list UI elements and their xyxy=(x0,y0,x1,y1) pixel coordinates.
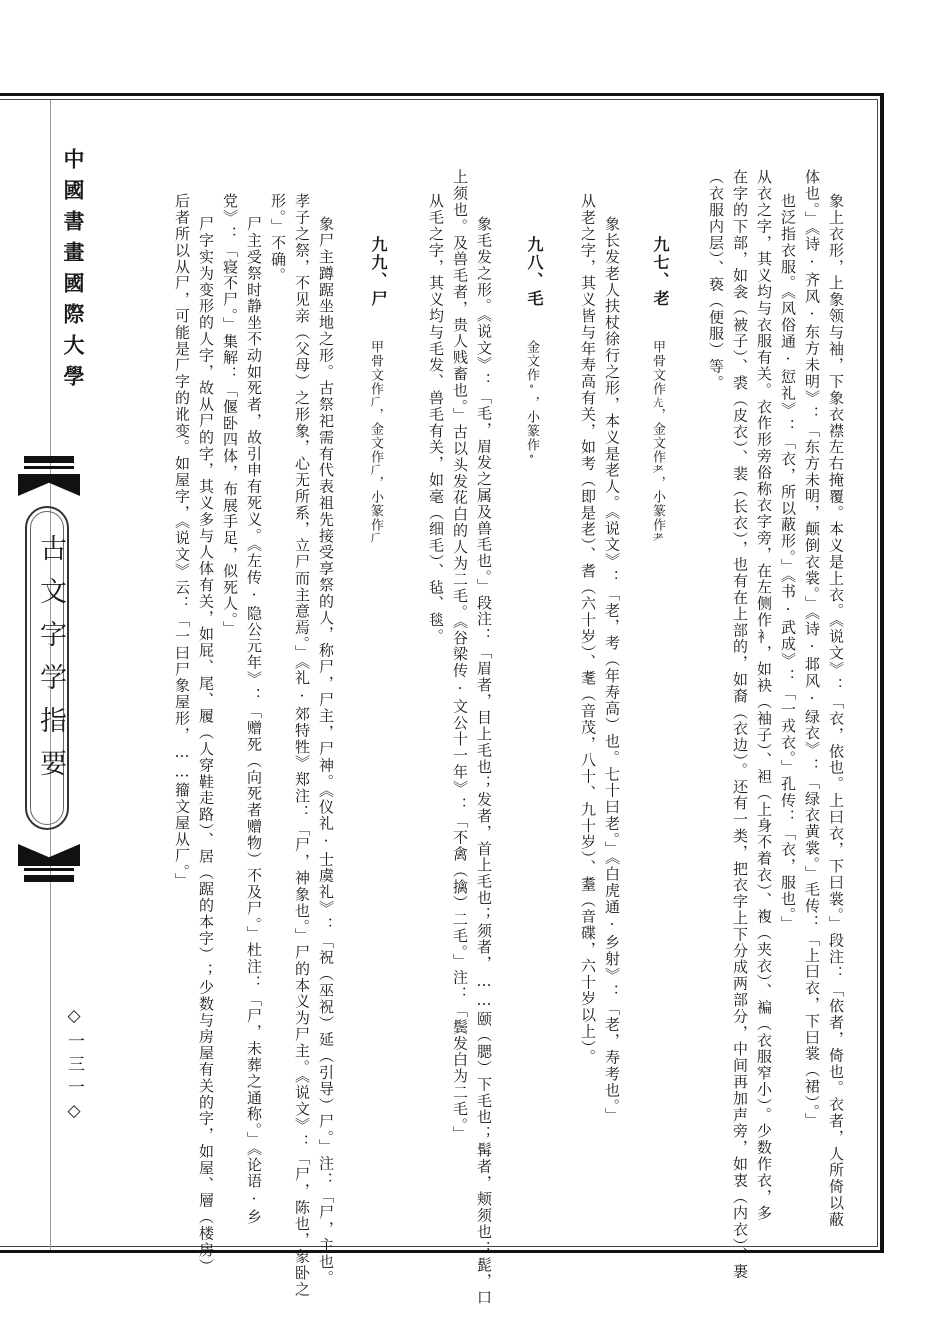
mao-line-1: 象毛发之形。《说文》：「毛，眉发之属及兽毛也。」段注：「眉者，目上毛也；发者，首上毛也；须者，……颐（腮）下毛也；髯者，颊须也；髭，口 xyxy=(475,216,493,1306)
book-title: 古文字学指要 xyxy=(35,534,66,792)
shi-line-4: 尸主受祭时静坐不动如死者，故引申有死义。《左传·隐公元年》：「赠死（向死者赠物）不及尸。」杜注：「尸，未葬之通称。」《论语·乡 xyxy=(245,216,263,1226)
lao-oracle-glyph: 𠑷 xyxy=(651,396,664,408)
book-title-ornament xyxy=(18,456,80,884)
page-number: ◇一三一◇ xyxy=(64,1006,84,1127)
shi-line-2: 孝子之祭，不见亲（父母）之形象，心无所系，立尸而主意焉。」《礼·郊特牲》郑注：「尸，神象也。」尸的本义为尸主。《说文》：「尸，陈也，象卧之 xyxy=(293,193,311,1298)
lao-bronze-glyph: 耂 xyxy=(651,464,664,476)
shi-line-5: 党》：「寝不尸。」集解：「偃卧四体，布展手足，似死人。」 xyxy=(221,193,239,638)
ornament-bar-bottom-thin xyxy=(24,868,74,871)
yi-line-2: 体也。」《诗·齐风·东方未明》：「东方未明，颠倒衣裳。」《诗·邶风·绿衣》：「绿衣黄裳。」毛传：「上曰衣，下曰裳（裙）。」 xyxy=(803,169,821,1129)
shi-line-1: 象尸主蹲踞坐地之形。古祭祀需有代表祖先接受享祭的人，称尸，尸主，尸神。《仪礼·士虞礼》：「祝（巫祝）延（引导）尸。」注：「尸，主也。 xyxy=(317,216,335,1287)
ornament-cap-top xyxy=(18,474,80,496)
lao-line-2: 从老之字，其义皆与年寿高有关，如考（即是老）、耆（六十岁）、耄（音茂，八十、九十岁）、耋（音碟，六十岁以上）。 xyxy=(579,193,597,1065)
mao-line-2: 上须也。及兽毛者，贵人贱畜也。」古以头发花白的人为二毛。《谷梁传·文公十一年》：「不禽（擒）二毛。」注：「鬓发白为二毛。」 xyxy=(451,169,469,1143)
shi-bronze-glyph: 𠂆 xyxy=(369,464,382,476)
shi-forms: 甲骨文作𠂆，金文作𠂆，小篆作𠂆 xyxy=(368,340,383,544)
lao-seal-glyph: 耂 xyxy=(651,532,664,544)
mao-line-3: 从毛之字，其义均与毛发、兽毛有关，如毫（细毛）、毡、毯。 xyxy=(427,193,445,645)
shi-line-6: 尸字实为变形的人字，故从尸的字，其义多与人体有关，如屁、尾、履（人穿鞋走路）、居（踞的本字）；少数与房屋有关的字，如屋、層（楼房） xyxy=(197,216,215,1275)
entry-heading-mao: 九八、毛 xyxy=(525,236,544,308)
mao-bronze-glyph: ᐤ xyxy=(525,382,538,396)
mao-seal-glyph: ᐤ xyxy=(525,452,538,466)
shi-oracle-glyph: 𠂆 xyxy=(369,396,382,408)
yi-line-4: 从衣之字，其义均与衣服有关。衣作形旁俗称衣字旁，在左侧作衤，如袂（袖子）、袒（上身不着衣）、複（夹衣）、褊（衣服窄小）。少数作衣，多 xyxy=(755,169,773,1222)
mao-forms: 金文作ᐤ，小篆作ᐤ xyxy=(524,340,539,466)
yi-line-6: （衣服内层）、亵（便服）等。 xyxy=(707,169,725,392)
yi-line-1: 象上衣形，上象领与袖，下象衣襟左右掩覆。本义是上衣。《说文》：「衣，依也。上曰衣，下曰裳。」段注：「依者，倚也。衣者，人所倚以蔽 xyxy=(827,193,845,1228)
yi-line-3: 也泛指衣服。《风俗通·愆礼》：「衣，所以蔽形。」《书·武成》：「一戎衣。」孔传：「衣，服也。」 xyxy=(779,193,797,933)
ornament-bar-top xyxy=(24,456,74,463)
entry-heading-shi: 九九、尸 xyxy=(369,236,388,308)
shi-line-3: 形。」不确。 xyxy=(269,193,287,284)
lao-line-1: 象长发老人扶杖徐行之形，本义是老人。《说文》：「老，考（年寿高）也。七十曰老。」《白虎通·乡射》：「老，寿考也。」 xyxy=(603,216,621,1124)
ornament-bar-top-thin xyxy=(24,466,74,469)
shi-line-7: 后者所以从尸，可能是厂字的讹变。如屋字，《说文》云：「一曰尸象屋形，……籀文屋从厂。」 xyxy=(173,193,191,890)
entry-heading-lao: 九七、老 xyxy=(651,236,670,308)
ornament-bar-bottom xyxy=(24,875,74,882)
yi-line-5: 在字的下部，如衾（被子）、裘（皮衣）、裴（长衣），也有在上部的，如裔（衣边）。还有一类，把衣字上下分成两部分，中间再加声旁，如衷（内衣）、裹 xyxy=(731,169,749,1280)
university-name: 中國書畫國際大學 xyxy=(61,148,86,396)
shi-seal-glyph: 𠂆 xyxy=(369,532,382,544)
ornament-cap-bottom xyxy=(18,844,80,866)
lao-forms: 甲骨文作𠑷，金文作耂，小篆作耂 xyxy=(650,340,665,544)
